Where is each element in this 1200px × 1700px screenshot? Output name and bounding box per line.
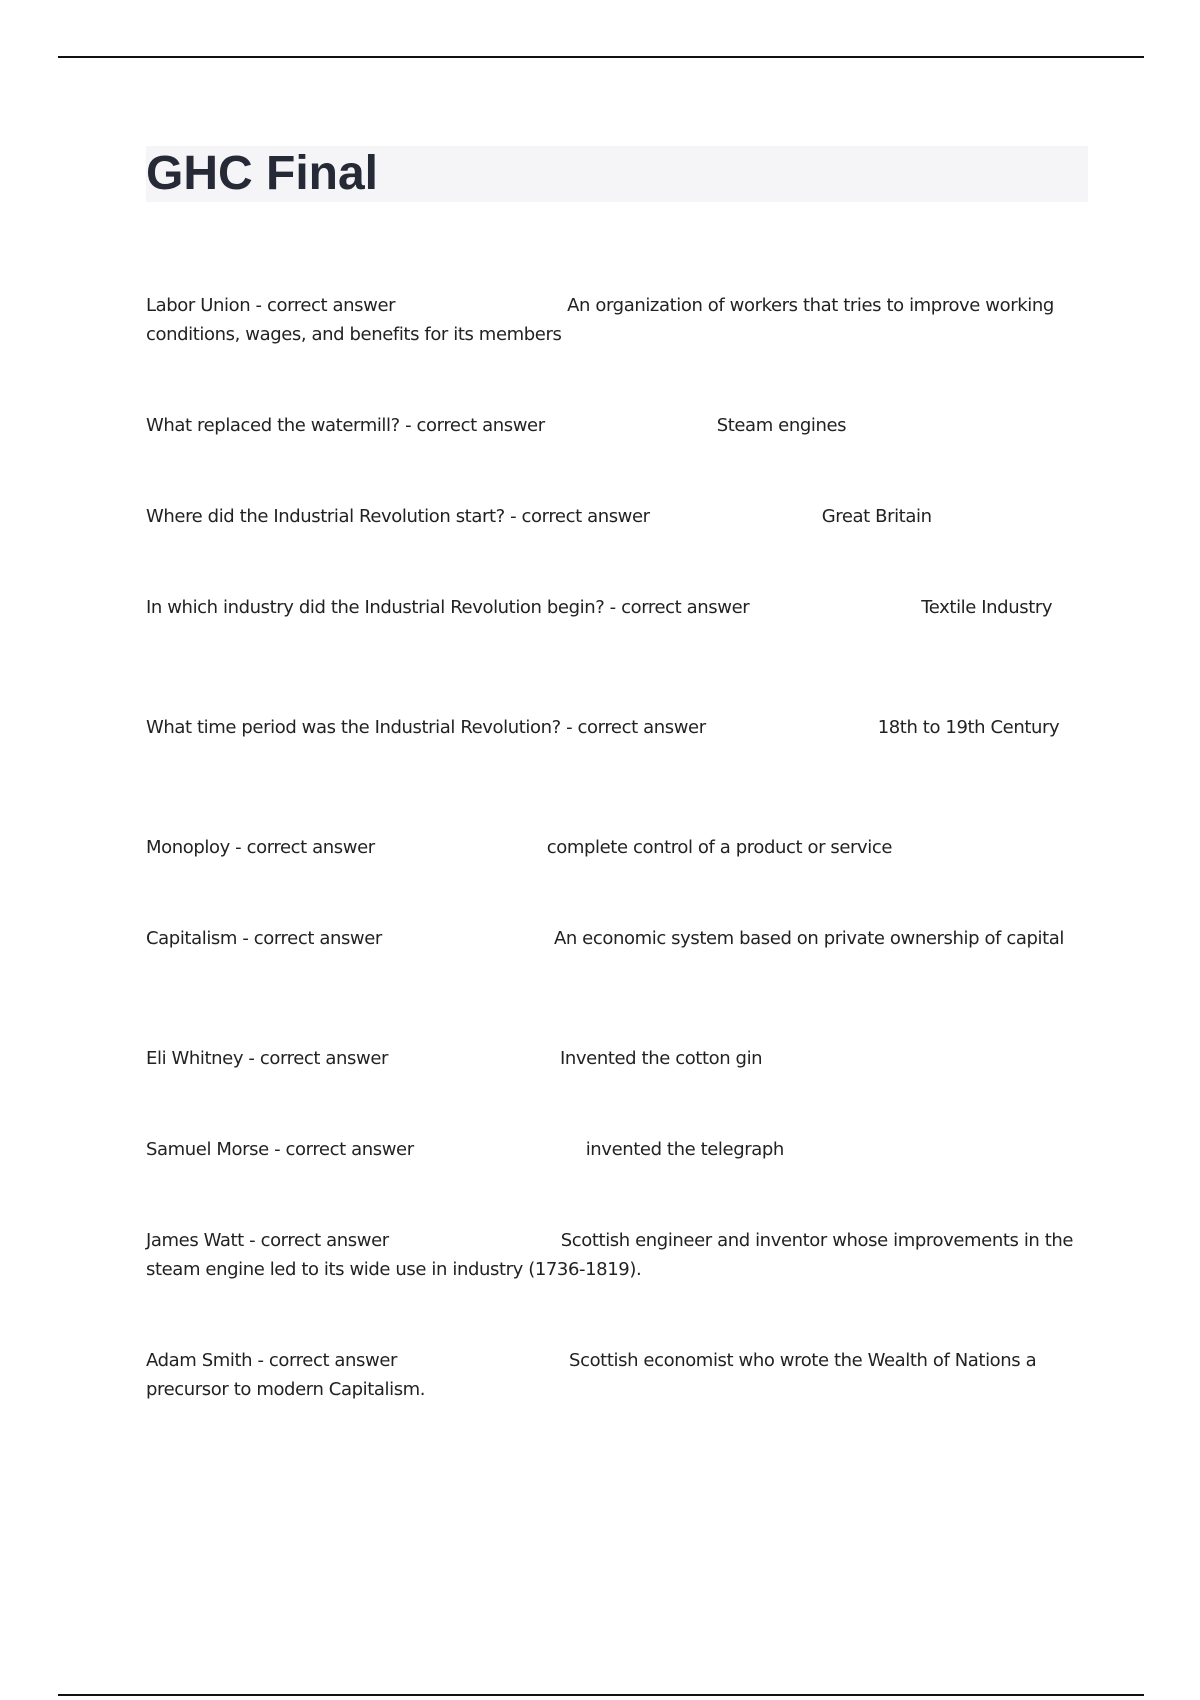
qa-question: What time period was the Industrial Revolution? - correct answer	[146, 717, 706, 738]
qa-question: What replaced the watermill? - correct answer	[146, 415, 545, 436]
qa-answer: Great Britain	[821, 506, 932, 527]
qa-item	[146, 1044, 1086, 1073]
qa-answer: invented the telegraph	[585, 1139, 784, 1160]
qa-question: Labor Union - correct answer	[146, 295, 396, 316]
qa-answer: Textile Industry	[921, 597, 1053, 618]
qa-answer: An economic system based on private ownership of capital	[553, 928, 1064, 949]
qa-answer: Scottish economist who wrote the Wealth of Nations a precursor to modern Capitalism.	[146, 1350, 1037, 1400]
qa-item	[146, 1346, 1086, 1404]
qa-answer: Scottish engineer and inventor whose improvements in the steam engine led to its wide use in industry (1736-1819).	[146, 1230, 1074, 1280]
qa-answer: complete control of a product or service	[546, 837, 893, 858]
qa-item	[146, 291, 1086, 349]
qa-item	[146, 411, 1086, 440]
qa-answer: Invented the cotton gin	[560, 1048, 763, 1069]
document-title: GHC Final	[146, 147, 379, 200]
qa-question: Where did the Industrial Revolution start? - correct answer	[146, 506, 650, 527]
qa-question: Adam Smith - correct answer	[146, 1350, 398, 1371]
qa-answer: An organization of workers that tries to improve working conditions, wages, and benefits for its members	[146, 295, 1054, 345]
qa-question: Eli Whitney - correct answer	[146, 1048, 388, 1069]
bottom-rule	[58, 1694, 1144, 1696]
qa-question: James Watt - correct answer	[146, 1230, 389, 1251]
qa-item	[146, 713, 1086, 742]
qa-item	[146, 593, 1086, 622]
qa-question: Samuel Morse - correct answer	[146, 1139, 414, 1160]
qa-item	[146, 833, 1086, 862]
qa-question: In which industry did the Industrial Revolution begin? - correct answer	[146, 597, 750, 618]
qa-question: Capitalism - correct answer	[146, 928, 382, 949]
qa-item	[146, 924, 1086, 953]
qa-question: Monoploy - correct answer	[146, 837, 375, 858]
qa-item	[146, 502, 1086, 531]
qa-item	[146, 1135, 1086, 1164]
qa-item	[146, 1226, 1086, 1284]
top-rule	[58, 56, 1144, 58]
qa-answer: 18th to 19th Century	[877, 717, 1060, 738]
qa-answer: Steam engines	[716, 415, 847, 436]
